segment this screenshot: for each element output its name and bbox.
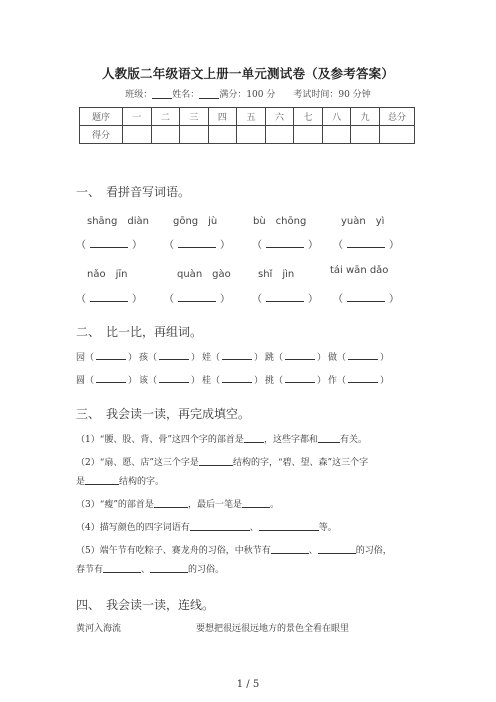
blank[interactable] (318, 544, 356, 554)
section-4-title: 四、 我会读一读，连线。 (76, 598, 215, 612)
answer-paren[interactable]: （ ） (252, 240, 318, 251)
score-table-header-row (80, 108, 415, 126)
score-cell[interactable] (380, 126, 415, 144)
compare-item[interactable]: 做（ ） (328, 353, 390, 363)
question-5: （5）端午节有吃粽子、赛龙舟的习俗，中秋节有 、 的习俗， (76, 546, 392, 556)
score-cell[interactable] (208, 126, 237, 144)
section-1-title: 一、 看拼音写词语。 (76, 185, 191, 199)
document-title: 人教版二年级语文上册一单元测试卷（及参考答案） (101, 66, 395, 81)
answer-paren[interactable]: （ ） (76, 294, 142, 305)
blank[interactable] (318, 433, 340, 443)
pinyin-item: bù chōng (253, 216, 307, 227)
question-2: （2）“扇、愿、店”这三个字是 结构的字，“碧、望、森”这三个字 (76, 458, 369, 468)
score-header-cell: 一 (123, 108, 152, 126)
answer-paren[interactable]: （ ） (76, 240, 142, 251)
blank[interactable] (271, 544, 309, 554)
section-3-title: 三、 我会读一读，再完成填空。 (76, 407, 251, 421)
match-right-item[interactable]: 要想把很远很远地方的景色全看在眼里 (196, 624, 350, 634)
blank[interactable] (242, 498, 270, 508)
score-cell[interactable] (322, 126, 351, 144)
compare-item[interactable]: 娃（ ） (202, 353, 264, 363)
pinyin-item: quàn gào (177, 269, 231, 280)
blank[interactable] (85, 475, 119, 485)
blank[interactable] (199, 456, 233, 466)
compare-item[interactable]: 跳（ ） (265, 353, 327, 363)
blank[interactable] (150, 563, 188, 573)
class-label: 班级： (125, 90, 153, 100)
answer-paren[interactable]: （ ） (164, 240, 230, 251)
blank[interactable] (103, 563, 141, 573)
score-header-cell: 四 (208, 108, 237, 126)
page-number: 1 / 5 (236, 679, 260, 690)
score-cell[interactable] (180, 126, 209, 144)
score-header-cell: 总分 (380, 108, 415, 126)
question-5-cont: 春节有 、 的习俗。 (76, 565, 225, 575)
compare-item[interactable]: 该（ ） (139, 376, 201, 386)
exam-time: 考试时间：90 分钟 (293, 90, 371, 100)
score-cell[interactable] (151, 126, 180, 144)
question-2-cont: 是 结构的字。 (76, 477, 165, 487)
score-cell[interactable] (265, 126, 294, 144)
compare-item[interactable]: 孩（ ） (139, 353, 201, 363)
compare-item[interactable]: 挑（ ） (265, 376, 327, 386)
score-header-cell: 八 (322, 108, 351, 126)
score-header-cell: 题序 (80, 108, 123, 126)
blank[interactable] (259, 521, 319, 531)
score-cell[interactable] (351, 126, 380, 144)
answer-paren[interactable]: （ ） (252, 294, 318, 305)
exam-info-line (0, 87, 496, 100)
blank[interactable] (244, 433, 264, 443)
class-blank[interactable] (152, 89, 172, 99)
compare-item[interactable]: 园（ ） (76, 353, 138, 363)
score-header-cell: 二 (151, 108, 180, 126)
full-score: 满分：100 分 (219, 90, 276, 100)
score-cell[interactable] (237, 126, 266, 144)
compare-item[interactable]: 作（ ） (328, 376, 390, 386)
score-row-label: 得分 (80, 126, 123, 144)
pinyin-item: gōng jù (173, 216, 218, 227)
answer-paren[interactable]: （ ） (333, 294, 399, 305)
pinyin-item: shǐ jìn (258, 269, 295, 280)
score-cell[interactable] (123, 126, 152, 144)
blank[interactable] (154, 498, 188, 508)
pinyin-item: nǎo jīn (87, 269, 128, 280)
pinyin-item: yuàn yì (341, 216, 385, 227)
score-header-cell: 六 (265, 108, 294, 126)
answer-paren[interactable]: （ ） (333, 240, 399, 251)
score-header-cell: 三 (180, 108, 209, 126)
score-cell[interactable] (294, 126, 323, 144)
score-header-cell: 九 (351, 108, 380, 126)
compare-item[interactable]: 桂（ ） (202, 376, 264, 386)
question-3: （3）“瘦”的部首是 ，最后一笔是 。 (76, 500, 279, 510)
score-table-score-row (80, 126, 415, 144)
pinyin-item: tái wān dǎo (330, 265, 389, 276)
section-2-title: 二、 比一比，再组词。 (76, 325, 203, 339)
score-table (79, 107, 415, 144)
pinyin-item: shāng diàn (87, 216, 149, 227)
compare-item[interactable]: 圆（ ） (76, 376, 138, 386)
name-blank[interactable] (199, 89, 219, 99)
question-4: （4）描写颜色的四字词语有 、 等。 (76, 523, 337, 533)
question-1: （1）“腰、股、背、骨”这四个字的部首是 ，这些字都和 有关。 (76, 435, 367, 445)
answer-paren[interactable]: （ ） (164, 294, 230, 305)
blank[interactable] (190, 521, 250, 531)
name-label: 姓名： (172, 90, 200, 100)
score-header-cell: 五 (237, 108, 266, 126)
score-header-cell: 七 (294, 108, 323, 126)
match-left-item[interactable]: 黄河入海流 (76, 624, 122, 634)
